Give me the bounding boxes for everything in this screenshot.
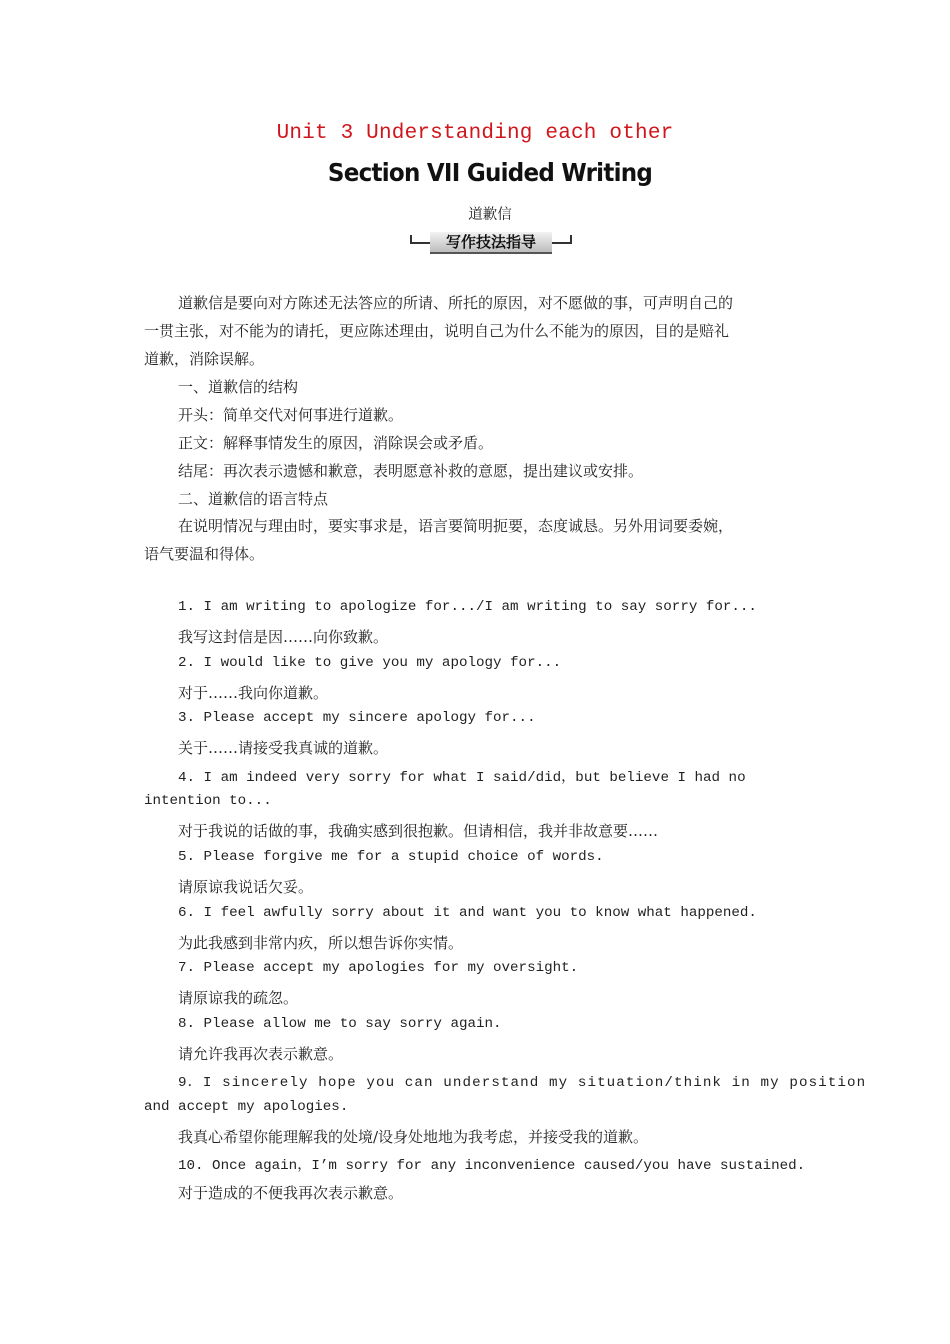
phrase-english: 3. Please accept my sincere apology for... (178, 710, 536, 726)
phrase-english: 6. I feel awfully sorry about it and want you to know what happened. (178, 905, 757, 921)
phrase-chinese: 对于我说的话做的事，我确实感到很抱歉。但请相信，我并非故意要…… (178, 822, 659, 840)
phrase-english: 9．I sincerely hope you can understand my situation/think in my position (178, 1075, 867, 1091)
phrase-english: 8. Please allow me to say sorry again. (178, 1016, 502, 1032)
phrase-english: 5. Please forgive me for a stupid choice of words. (178, 849, 604, 865)
structure-opening: 开头：简单交代对何事进行道歉。 (178, 406, 404, 424)
phrase-chinese: 对于……我向你道歉。 (178, 684, 329, 702)
language-paragraph-line: 在说明情况与理由时，要实事求是，语言要简明扼要，态度诚恳。另外用词要委婉， (178, 517, 734, 535)
phrase-english: 10. Once again，I’m sorry for any inconvenience caused/you have sustained. (178, 1158, 806, 1174)
phrase-english: 2. I would like to give you my apology for... (178, 655, 562, 671)
banner-left-rule (410, 242, 432, 244)
structure-body: 正文：解释事情发生的原因，消除误会或矛盾。 (178, 434, 494, 452)
intro-paragraph-line: 一贯主张，对不能为的请托，更应陈述理由，说明自己为什么不能为的原因，目的是赔礼 (144, 322, 730, 340)
phrase-chinese: 请原谅我的疏忽。 (178, 989, 299, 1007)
language-paragraph-line: 语气要温和得体。 (144, 545, 265, 563)
banner-right-rule (552, 242, 572, 244)
phrase-chinese: 我真心希望你能理解我的处境/设身处地地为我考虑，并接受我的道歉。 (178, 1128, 649, 1146)
phrase-english: 7. Please accept my apologies for my oversight. (178, 960, 579, 976)
phrase-chinese: 请允许我再次表示歉意。 (178, 1045, 344, 1063)
phrase-chinese: 对于造成的不便我再次表示歉意。 (178, 1184, 404, 1202)
section-banner (410, 231, 572, 255)
intro-paragraph-line: 道歉，消除误解。 (144, 350, 265, 368)
subtitle: 道歉信 (468, 207, 512, 223)
phrase-chinese: 我写这封信是因……向你致歉。 (178, 628, 389, 646)
phrase-english: and accept my apologies. (144, 1099, 349, 1115)
unit-title: Unit 3 Understanding each other (276, 122, 674, 145)
phrase-chinese: 为此我感到非常内疚，所以想告诉你实情。 (178, 934, 464, 952)
language-heading: 二、道歉信的语言特点 (178, 490, 329, 508)
phrase-english: 1. I am writing to apologize for.../I am writing to say sorry for... (178, 599, 757, 615)
structure-ending: 结尾：再次表示遗憾和歉意，表明愿意补救的意愿，提出建议或安排。 (178, 462, 644, 480)
section-title: Section VII Guided Writing (327, 158, 653, 187)
intro-paragraph-line: 道歉信是要向对方陈述无法答应的所请、所托的原因，对不愿做的事，可声明自己的 (178, 294, 734, 312)
structure-heading: 一、道歉信的结构 (178, 378, 299, 396)
phrase-english: intention to... (144, 793, 272, 809)
phrase-chinese: 关于……请接受我真诚的道歉。 (178, 739, 389, 757)
phrase-chinese: 请原谅我说话欠妥。 (178, 878, 314, 896)
banner-label: 写作技法指导 (430, 232, 552, 254)
phrase-english: 4. I am indeed very sorry for what I said/did，but believe I had no (178, 770, 746, 786)
banner-right-tick (570, 235, 572, 244)
